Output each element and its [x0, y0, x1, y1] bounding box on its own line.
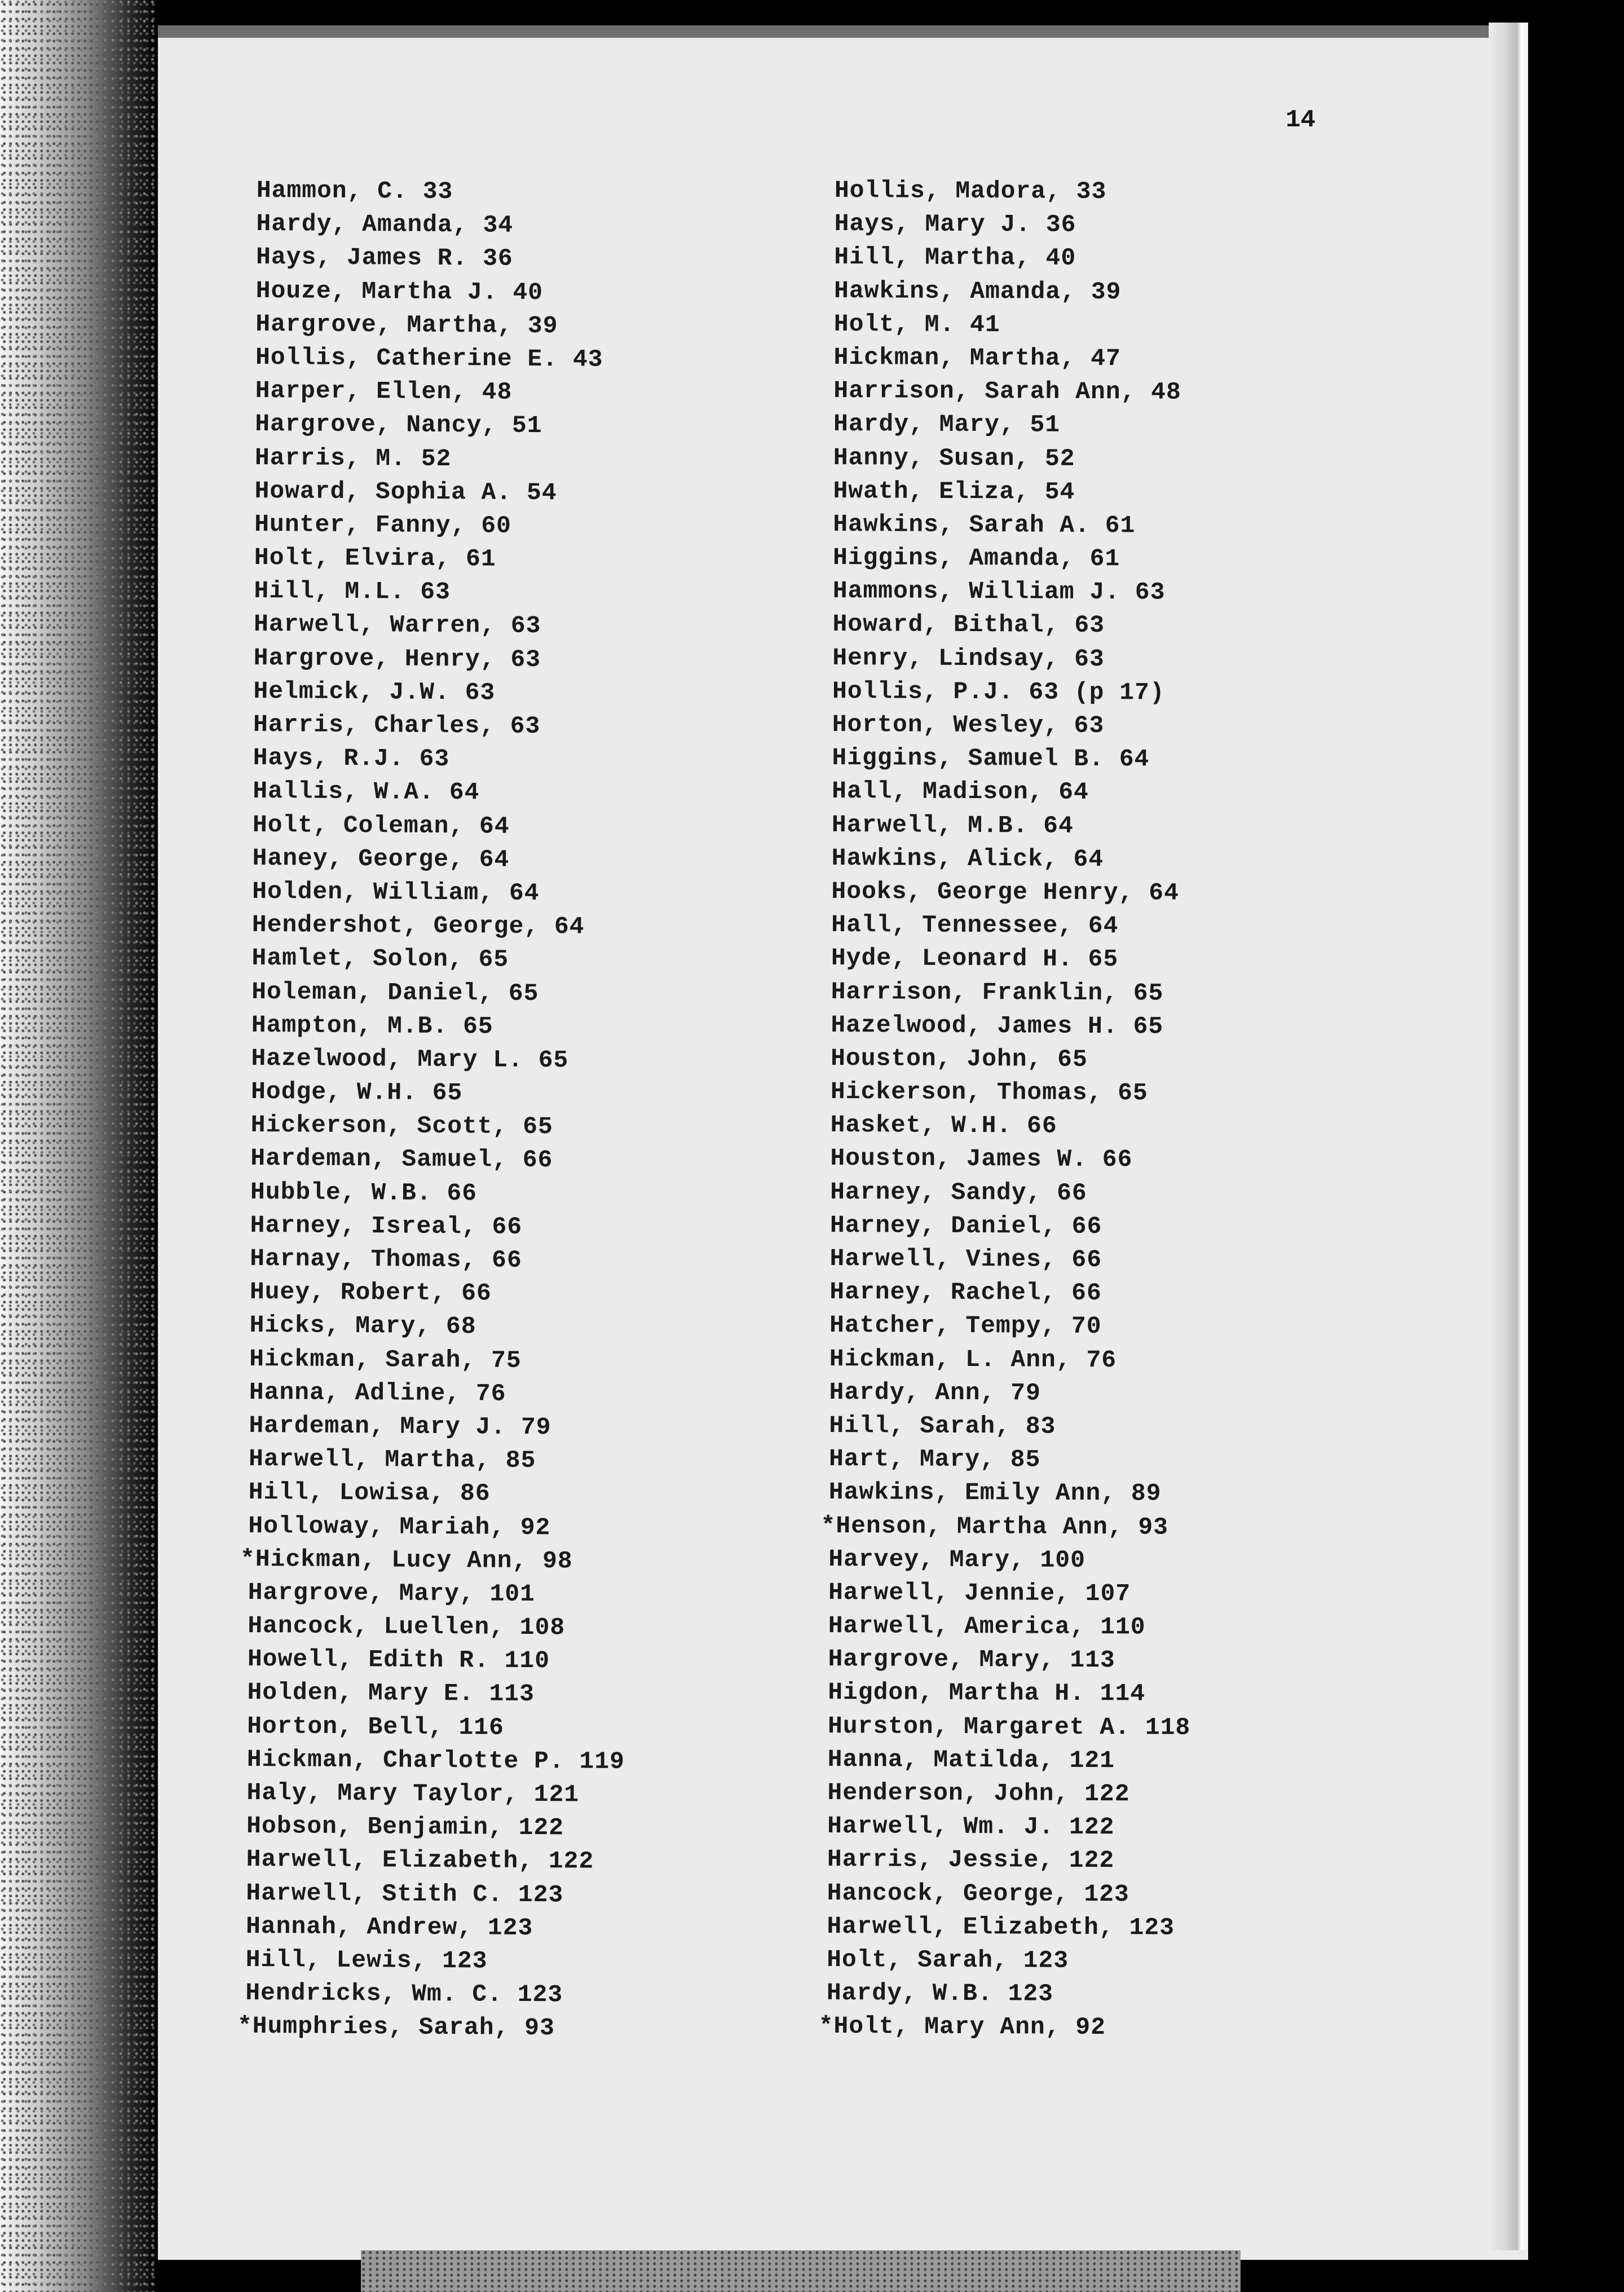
index-entry: Hollis, Madora, 33 — [834, 176, 1107, 206]
index-entry: Holt, Coleman, 64 — [252, 810, 510, 840]
index-entry: Holt, Elvira, 61 — [254, 544, 496, 573]
index-entry: Harwell, Elizabeth, 122 — [246, 1845, 594, 1876]
index-entry: Harwell, Elizabeth, 123 — [827, 1912, 1175, 1942]
left-name-column — [237, 174, 634, 2046]
index-entry: Hanny, Susan, 52 — [833, 443, 1075, 473]
index-entry: Hammon, C. 33 — [256, 176, 453, 206]
index-entry: Hardy, Ann, 79 — [829, 1378, 1041, 1407]
right-name-column — [818, 174, 1198, 2044]
index-entry: Hardeman, Samuel, 66 — [250, 1144, 553, 1174]
index-entry-starred: *Holt, Mary Ann, 92 — [818, 2012, 1106, 2042]
index-entry: Hodge, W.H. 65 — [250, 1078, 463, 1107]
index-entry: Harris, Charles, 63 — [253, 710, 541, 741]
index-entry: Harvey, Mary, 100 — [828, 1545, 1086, 1574]
index-entry: Hawkins, Alick, 64 — [831, 844, 1104, 873]
index-entry: Horton, Bell, 116 — [247, 1712, 505, 1742]
index-entry: Howard, Bithal, 63 — [832, 610, 1105, 640]
index-entry-starred: *Henson, Martha Ann, 93 — [820, 1511, 1169, 1541]
index-entry: Harwell, M.B. 64 — [831, 810, 1074, 840]
index-entry: Harney, Sandy, 66 — [830, 1178, 1087, 1207]
index-entry: Hays, R.J. 63 — [253, 744, 450, 773]
index-entry: Hardeman, Mary J. 79 — [249, 1411, 551, 1442]
index-entry: Holt, M. 41 — [833, 310, 1000, 339]
index-entry: Hill, Lewis, 123 — [245, 1945, 488, 1975]
index-entry: Harrison, Sarah Ann, 48 — [833, 377, 1181, 406]
index-entry: Harney, Isreal, 66 — [250, 1211, 523, 1241]
index-entry: Hubble, W.B. 66 — [250, 1178, 478, 1207]
index-entry: Hollis, Catherine E. 43 — [255, 343, 603, 373]
index-entry: Hargrove, Henry, 63 — [253, 643, 541, 673]
index-entry: Hawkins, Emily Ann, 89 — [828, 1478, 1162, 1508]
index-entry: Hawkins, Sarah A. 61 — [833, 510, 1136, 540]
scan-left-edge — [0, 0, 158, 2292]
index-entry: Harwell, America, 110 — [828, 1612, 1146, 1641]
page-number: 14 — [1286, 106, 1316, 134]
index-entry: Hooks, George Henry, 64 — [831, 877, 1180, 907]
index-entry: Hampton, M.B. 65 — [251, 1011, 493, 1041]
index-entry: Harney, Daniel, 66 — [829, 1211, 1102, 1240]
index-entry: Huey, Robert, 66 — [249, 1278, 492, 1307]
index-entry: Hazelwood, James H. 65 — [831, 1011, 1164, 1041]
index-entry: Henry, Lindsay, 63 — [832, 643, 1105, 673]
index-entry: Harwell, Stith C. 123 — [246, 1879, 564, 1908]
index-entry: Harper, Ellen, 48 — [255, 377, 513, 406]
index-entry: Hanna, Matilda, 121 — [827, 1745, 1115, 1775]
index-entry: Hargrove, Mary, 101 — [248, 1578, 536, 1608]
index-entry: Hickerson, Thomas, 65 — [830, 1078, 1148, 1107]
index-entry: Hall, Tennessee, 64 — [831, 911, 1119, 940]
index-entry: Harris, Jessie, 122 — [827, 1845, 1115, 1875]
index-entry: Hancock, George, 123 — [827, 1879, 1129, 1908]
index-entry: Hill, Lowisa, 86 — [248, 1478, 491, 1508]
index-entry: Howard, Sophia A. 54 — [254, 477, 557, 506]
index-entry: Hasket, W.H. 66 — [830, 1111, 1057, 1140]
index-entry: Harwell, Martha, 85 — [248, 1445, 536, 1475]
index-entry: Hickerson, Scott, 65 — [250, 1111, 553, 1141]
index-entry: Hargrove, Mary, 113 — [828, 1645, 1115, 1674]
index-entry: Helmick, J.W. 63 — [253, 677, 496, 707]
index-entry: Harrison, Franklin, 65 — [831, 977, 1164, 1007]
index-entry: Hickman, Martha, 47 — [833, 343, 1121, 373]
index-entry: Hicks, Mary, 68 — [249, 1311, 476, 1341]
index-entry: Hunter, Fanny, 60 — [254, 510, 512, 540]
index-entry: Holden, William, 64 — [252, 877, 540, 907]
index-entry: Hammons, William J. 63 — [832, 577, 1166, 606]
index-entry: Hwath, Eliza, 54 — [833, 477, 1075, 506]
index-entry: Hyde, Leonard H. 65 — [831, 944, 1119, 973]
index-entry: Higdon, Martha H. 114 — [828, 1678, 1146, 1708]
index-entry-starred: *Humphries, Sarah, 93 — [237, 2012, 555, 2042]
index-entry: Houston, James W. 66 — [830, 1144, 1133, 1174]
page-right-edge — [1489, 23, 1528, 2250]
index-entry: Hallis, W.A. 64 — [253, 777, 480, 806]
index-entry: Hays, Mary J. 36 — [834, 210, 1076, 239]
index-entry: Harwell, Vines, 66 — [829, 1244, 1102, 1274]
index-entry: Houze, Martha J. 40 — [255, 276, 544, 306]
index-entry: Haly, Mary Taylor, 121 — [246, 1778, 580, 1809]
index-entry: Hollis, P.J. 63 (p 17) — [832, 677, 1165, 707]
index-entry: Holeman, Daniel, 65 — [251, 977, 539, 1007]
index-entry: Henderson, John, 122 — [827, 1778, 1130, 1808]
index-entry: Hazelwood, Mary L. 65 — [251, 1044, 569, 1074]
index-entry: Holloway, Mariah, 92 — [248, 1511, 551, 1541]
index-entry: Houston, John, 65 — [831, 1044, 1088, 1073]
index-entry: Holden, Mary E. 113 — [247, 1678, 535, 1708]
index-entry: Harris, M. 52 — [254, 443, 452, 473]
index-entry-starred: *Hickman, Lucy Ann, 98 — [240, 1545, 573, 1575]
index-entry: Hendershot, George, 64 — [251, 911, 585, 941]
index-entry: Hill, Martha, 40 — [834, 243, 1076, 272]
index-entry: Hanna, Adline, 76 — [249, 1378, 506, 1408]
index-entry: Hays, James R. 36 — [255, 243, 513, 273]
index-entry: Hall, Madison, 64 — [832, 777, 1089, 806]
index-entry: Harnay, Thomas, 66 — [250, 1244, 522, 1274]
index-entry: Hannah, Andrew, 123 — [245, 1912, 533, 1942]
index-entry: Harney, Rachel, 66 — [829, 1278, 1102, 1307]
index-entry: Harwell, Warren, 63 — [253, 610, 541, 640]
index-entry: Haney, George, 64 — [252, 844, 510, 874]
index-entry: Hickman, Charlotte P. 119 — [246, 1745, 625, 1775]
index-entry: Hill, Sarah, 83 — [829, 1411, 1056, 1440]
index-entry: Hancock, Luellen, 108 — [248, 1612, 566, 1642]
index-entry: Higgins, Amanda, 61 — [832, 544, 1120, 573]
index-entry: Hatcher, Tempy, 70 — [829, 1311, 1102, 1341]
index-entry: Hill, M.L. 63 — [254, 577, 451, 606]
index-entry: Hardy, Amanda, 34 — [256, 210, 514, 239]
index-entry: Hargrove, Nancy, 51 — [255, 410, 542, 440]
index-entry: Hardy, W.B. 123 — [826, 1979, 1054, 2008]
index-entry: Higgins, Samuel B. 64 — [832, 744, 1150, 773]
index-entry: Harwell, Jennie, 107 — [828, 1578, 1131, 1608]
index-entry: Hickman, L. Ann, 76 — [829, 1345, 1117, 1374]
index-entry: Hamlet, Solon, 65 — [251, 944, 509, 974]
index-entry: Hardy, Mary, 51 — [833, 410, 1061, 439]
index-entry: Hobson, Benjamin, 122 — [246, 1812, 564, 1842]
index-entry: Hawkins, Amanda, 39 — [833, 276, 1122, 306]
index-entry: Holt, Sarah, 123 — [827, 1945, 1069, 1974]
index-entry: Harwell, Wm. J. 122 — [827, 1812, 1115, 1841]
index-entry: Hargrove, Martha, 39 — [255, 310, 558, 340]
index-entry: Hurston, Margaret A. 118 — [827, 1712, 1191, 1742]
scan-bottom-edge — [361, 2250, 1241, 2292]
index-entry: Howell, Edith R. 110 — [247, 1645, 550, 1675]
index-entry: Hendricks, Wm. C. 123 — [245, 1979, 563, 2009]
index-entry: Hickman, Sarah, 75 — [249, 1345, 522, 1374]
index-entry: Horton, Wesley, 63 — [832, 710, 1105, 740]
index-entry: Hart, Mary, 85 — [828, 1445, 1041, 1474]
